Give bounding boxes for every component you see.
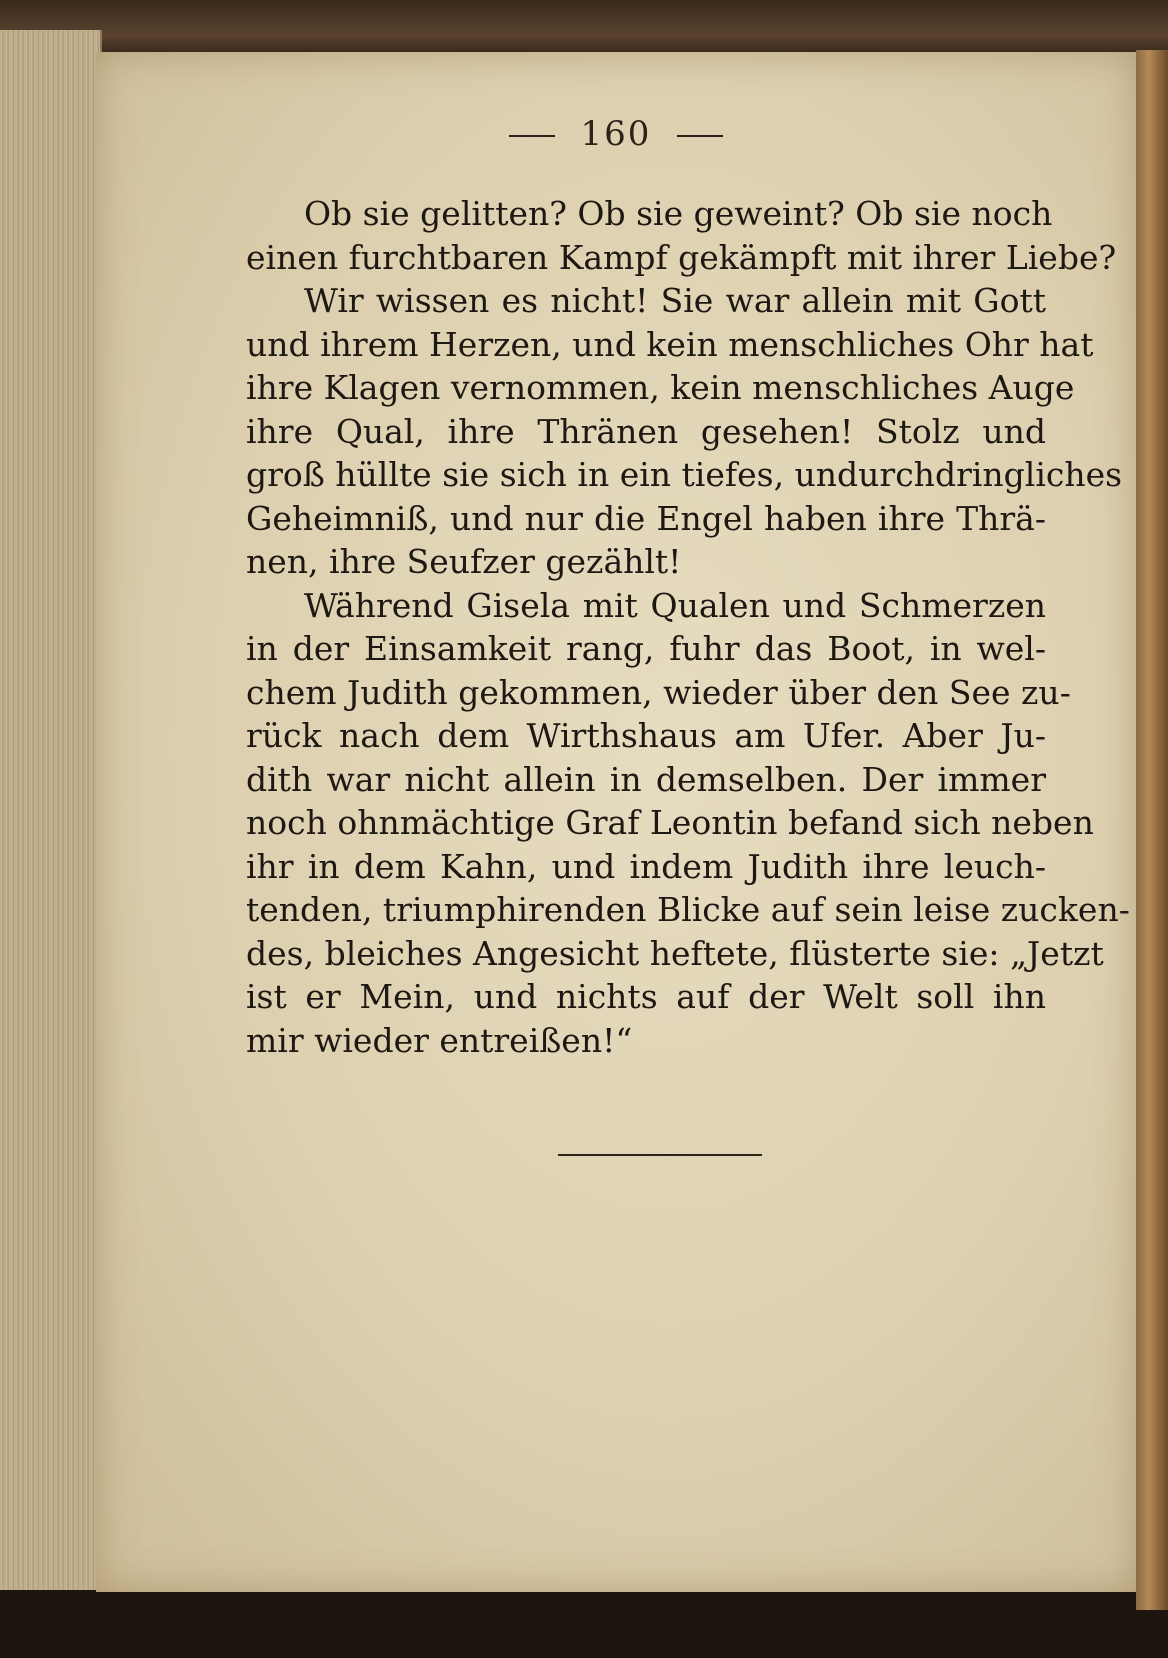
text-line: mir wieder entreißen!“: [246, 1020, 633, 1060]
section-rule: [558, 1154, 762, 1156]
text-line: rück nach dem Wirthshaus am Ufer. Aber Ju-: [246, 716, 1046, 755]
text-line: tenden, triumphirenden Blicke auf sein leise zucken-: [246, 890, 1130, 929]
book-page: [96, 52, 1136, 1592]
text-line: ihre Klagen vernommen, kein menschliches Auge: [246, 368, 1075, 407]
book-spine-edge: [1136, 50, 1168, 1610]
page-number-dash-right: [677, 135, 723, 137]
text-line: dith war nicht allein in demselben. Der immer: [246, 759, 1046, 799]
text-line: chem Judith gekommen, wieder über den See zu-: [246, 672, 1071, 712]
text-line: ihre Qual, ihre Thränen gesehen! Stolz und: [246, 411, 1046, 451]
book-cover-top: [0, 0, 1168, 60]
text-line: in der Einsamkeit rang, fuhr das Boot, in wel-: [246, 629, 1046, 668]
text-line: noch ohnmächtige Graf Leontin befand sich neben: [246, 803, 1094, 842]
text-line: ist er Mein, und nichts auf der Welt soll ihn: [246, 977, 1046, 1016]
text-line: Geheimniß, und nur die Engel haben ihre Thrä-: [246, 498, 1046, 538]
page-edges: [0, 30, 102, 1590]
page-number: [96, 114, 1136, 154]
page-number-dash-left: [509, 135, 555, 137]
text-line: des, bleiches Angesicht heftete, flüsterte sie: „Jetzt: [246, 933, 1104, 973]
text-line: Ob sie gelitten? Ob sie geweint? Ob sie noch: [304, 194, 1053, 233]
text-line: und ihrem Herzen, und kein menschliches Ohr hat: [246, 324, 1094, 364]
page-number-value: 160: [580, 114, 652, 154]
text-line: ihr in dem Kahn, und indem Judith ihre leuch-: [246, 846, 1046, 886]
text-line: groß hüllte sie sich in ein tiefes, undurchdringliches: [246, 455, 1123, 494]
text-line: Wir wissen es nicht! Sie war allein mit Gott: [304, 281, 1046, 320]
text-line: Während Gisela mit Qualen und Schmerzen: [304, 585, 1046, 625]
text-line: nen, ihre Seufzer gezählt!: [246, 542, 682, 581]
body-text: [246, 192, 1130, 1062]
text-line: einen furchtbaren Kampf gekämpft mit ihrer Liebe?: [246, 237, 1117, 277]
